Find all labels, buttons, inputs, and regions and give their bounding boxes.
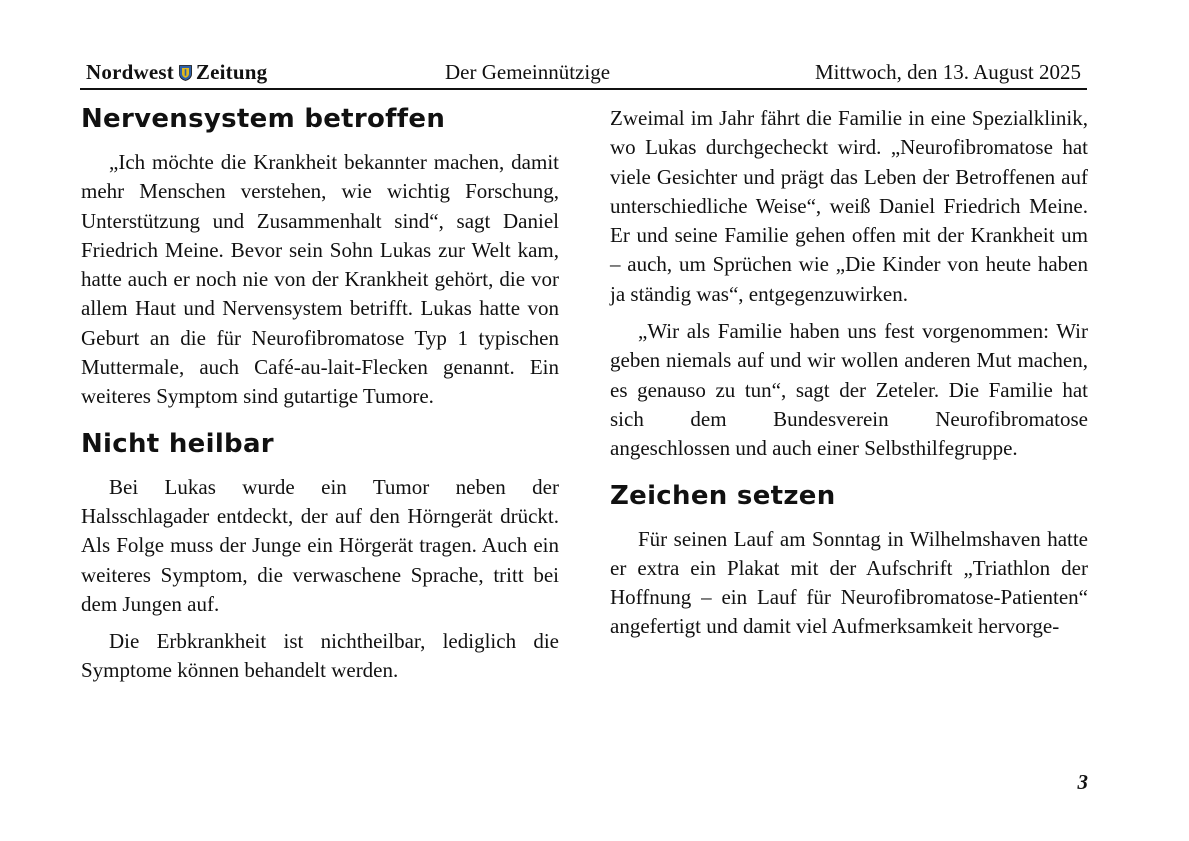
paragraph: Bei Lukas wurde ein Tumor neben der Halsschlagader entdeckt, der auf den Hörngerät drückt. Als Folge muss der Junge ein Hörgerät tragen. Auch ein weiteres Symptom, die verwaschene Sprache, tritt bei dem Jungen auf.	[81, 474, 559, 616]
page-number: 3	[1077, 770, 1088, 794]
newspaper-logo	[86, 60, 267, 85]
issue-date: Mittwoch, den 13. August 2025	[815, 60, 1081, 84]
paragraph: Für seinen Lauf am Sonntag in Wilhelmshaven hatte er extra ein Plakat mit der Aufschrift „Triathlon der Hoffnung – ein Lauf für Neurofibromatose-Patienten“ angefertigt und damit viel Aufmerksamkeit hervorge-	[610, 526, 1088, 639]
heading-nervensystem: Nervensystem betroffen	[81, 104, 446, 134]
heading-zeichen-setzen: Zeichen setzen	[610, 480, 836, 511]
paper-name-right: Zeitung	[195, 60, 268, 84]
left-column	[81, 100, 559, 686]
heading-nicht-heilbar: Nicht heilbar	[81, 428, 274, 459]
paper-name-left: Nordwest	[86, 60, 174, 84]
paragraph: Zweimal im Jahr fährt die Familie in eine Spezialklinik, wo Lukas durchgecheckt wird. „Neurofibromatose hat viele Gesichter und prägt das Leben der Betroffenen auf unterschiedliche Weise“, weiß Daniel Friedrich Meine. Er und seine Familie gehen offen mit der Krankheit um – auch, um Sprüchen wie „Die Kinder von heute haben ja ständig was“, entgegenzuwirken.	[610, 106, 1088, 306]
section-title: Der Gemeinnützige	[445, 60, 611, 84]
crest-icon	[179, 65, 192, 81]
paragraph: Die Erbkrankheit ist nichtheilbar, lediglich die Symptome können behandelt werden.	[81, 629, 559, 683]
page-header	[80, 58, 1087, 90]
paragraph: „Ich möchte die Krankheit bekannter machen, damit mehr Menschen verstehen, wie wichtig Forschung, Unterstützung und Zusammenhalt sind“, sagt Daniel Friedrich Meine. Bevor sein Sohn Lukas zur Welt kam, hatte auch er noch nie von der Krankheit gehört, die vor allem Haut und Nervensystem betrifft. Lukas hatte von Geburt an die für Neurofibromatose Typ 1 typischen Muttermale, auch Café-au-lait-Flecken genannt. Ein weiteres Symptom sind gutartige Tumore.	[81, 150, 559, 409]
paragraph: „Wir als Familie haben uns fest vorgenommen: Wir geben niemals auf und wir wollen anderen Mut machen, es genauso zu tun“, sagt der Zeteler. Die Familie hat sich dem Bundesverein Neurofibromatose angeschlossen und auch einer Selbsthilfegruppe.	[610, 319, 1088, 461]
right-column	[610, 104, 1088, 642]
